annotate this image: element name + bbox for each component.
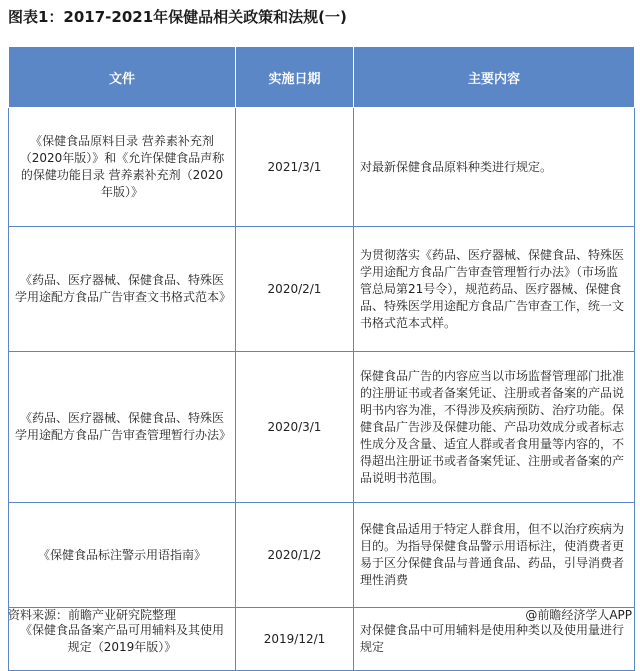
figure-title: 图表1：2017-2021年保健品相关政策和法规(一) [8, 8, 347, 26]
cell-file: 《药品、医疗器械、保健食品、特殊医学用途配方食品广告审查文书格式范本》 [9, 227, 236, 352]
header-content: 主要内容 [354, 47, 635, 108]
table-header-row [9, 47, 635, 108]
cell-content: 为贯彻落实《药品、医疗器械、保健食品、特殊医学用途配方食品广告审查管理暂行办法》（市场监管总局第21号令），规范药品、医疗器械、保健食品、特殊医学用途配方食品广告审查工作，统一文书格式范本式样。 [354, 227, 635, 352]
table-row [9, 108, 635, 227]
cell-file: 《保健食品标注警示用语指南》 [9, 503, 236, 608]
header-date: 实施日期 [236, 47, 354, 108]
cell-file: 《保健食品备案产品可用辅料及其使用规定（2019年版）》 [9, 608, 236, 671]
cell-date: 2019/12/1 [236, 608, 354, 671]
cell-date: 2020/3/1 [236, 352, 354, 503]
policy-table [8, 46, 635, 671]
header-file: 文件 [9, 47, 236, 108]
cell-file: 《保健食品原料目录 营养素补充剂（2020年版）》和《允许保健食品声称的保健功能目录 营养素补充剂（2020年版）》 [9, 108, 236, 227]
table-row [9, 503, 635, 608]
cell-content: 对保健食品中可用辅料是使用种类以及使用量进行规定 [354, 608, 635, 671]
footer [8, 606, 632, 623]
source-note: 资料来源：前瞻产业研究院整理 [8, 608, 177, 622]
cell-date: 2021/3/1 [236, 108, 354, 227]
cell-content: 对最新保健食品原料种类进行规定。 [354, 108, 635, 227]
cell-content: 保健食品广告的内容应当以市场监督管理部门批准的注册证书或者备案凭证、注册或者备案的产品说明书内容为准，不得涉及疾病预防、治疗功能。保健食品广告涉及保健功能、产品功效成分或者标志性成分及含量、适宜人群或者食用量等内容的，不得超出注册证书或者备案凭证、注册或者备案的产品说明书范围。 [354, 352, 635, 503]
cell-content: 保健食品适用于特定人群食用，但不以治疗疾病为目的。为指导保健食品警示用语标注，使消费者更易于区分保健食品与普通食品、药品，引导消费者理性消费 [354, 503, 635, 608]
table-row [9, 227, 635, 352]
cell-date: 2020/1/2 [236, 503, 354, 608]
cell-file: 《药品、医疗器械、保健食品、特殊医学用途配方食品广告审查管理暂行办法》 [9, 352, 236, 503]
cell-date: 2020/2/1 [236, 227, 354, 352]
table-row [9, 352, 635, 503]
credit-note: @前瞻经济学人APP [525, 608, 632, 622]
